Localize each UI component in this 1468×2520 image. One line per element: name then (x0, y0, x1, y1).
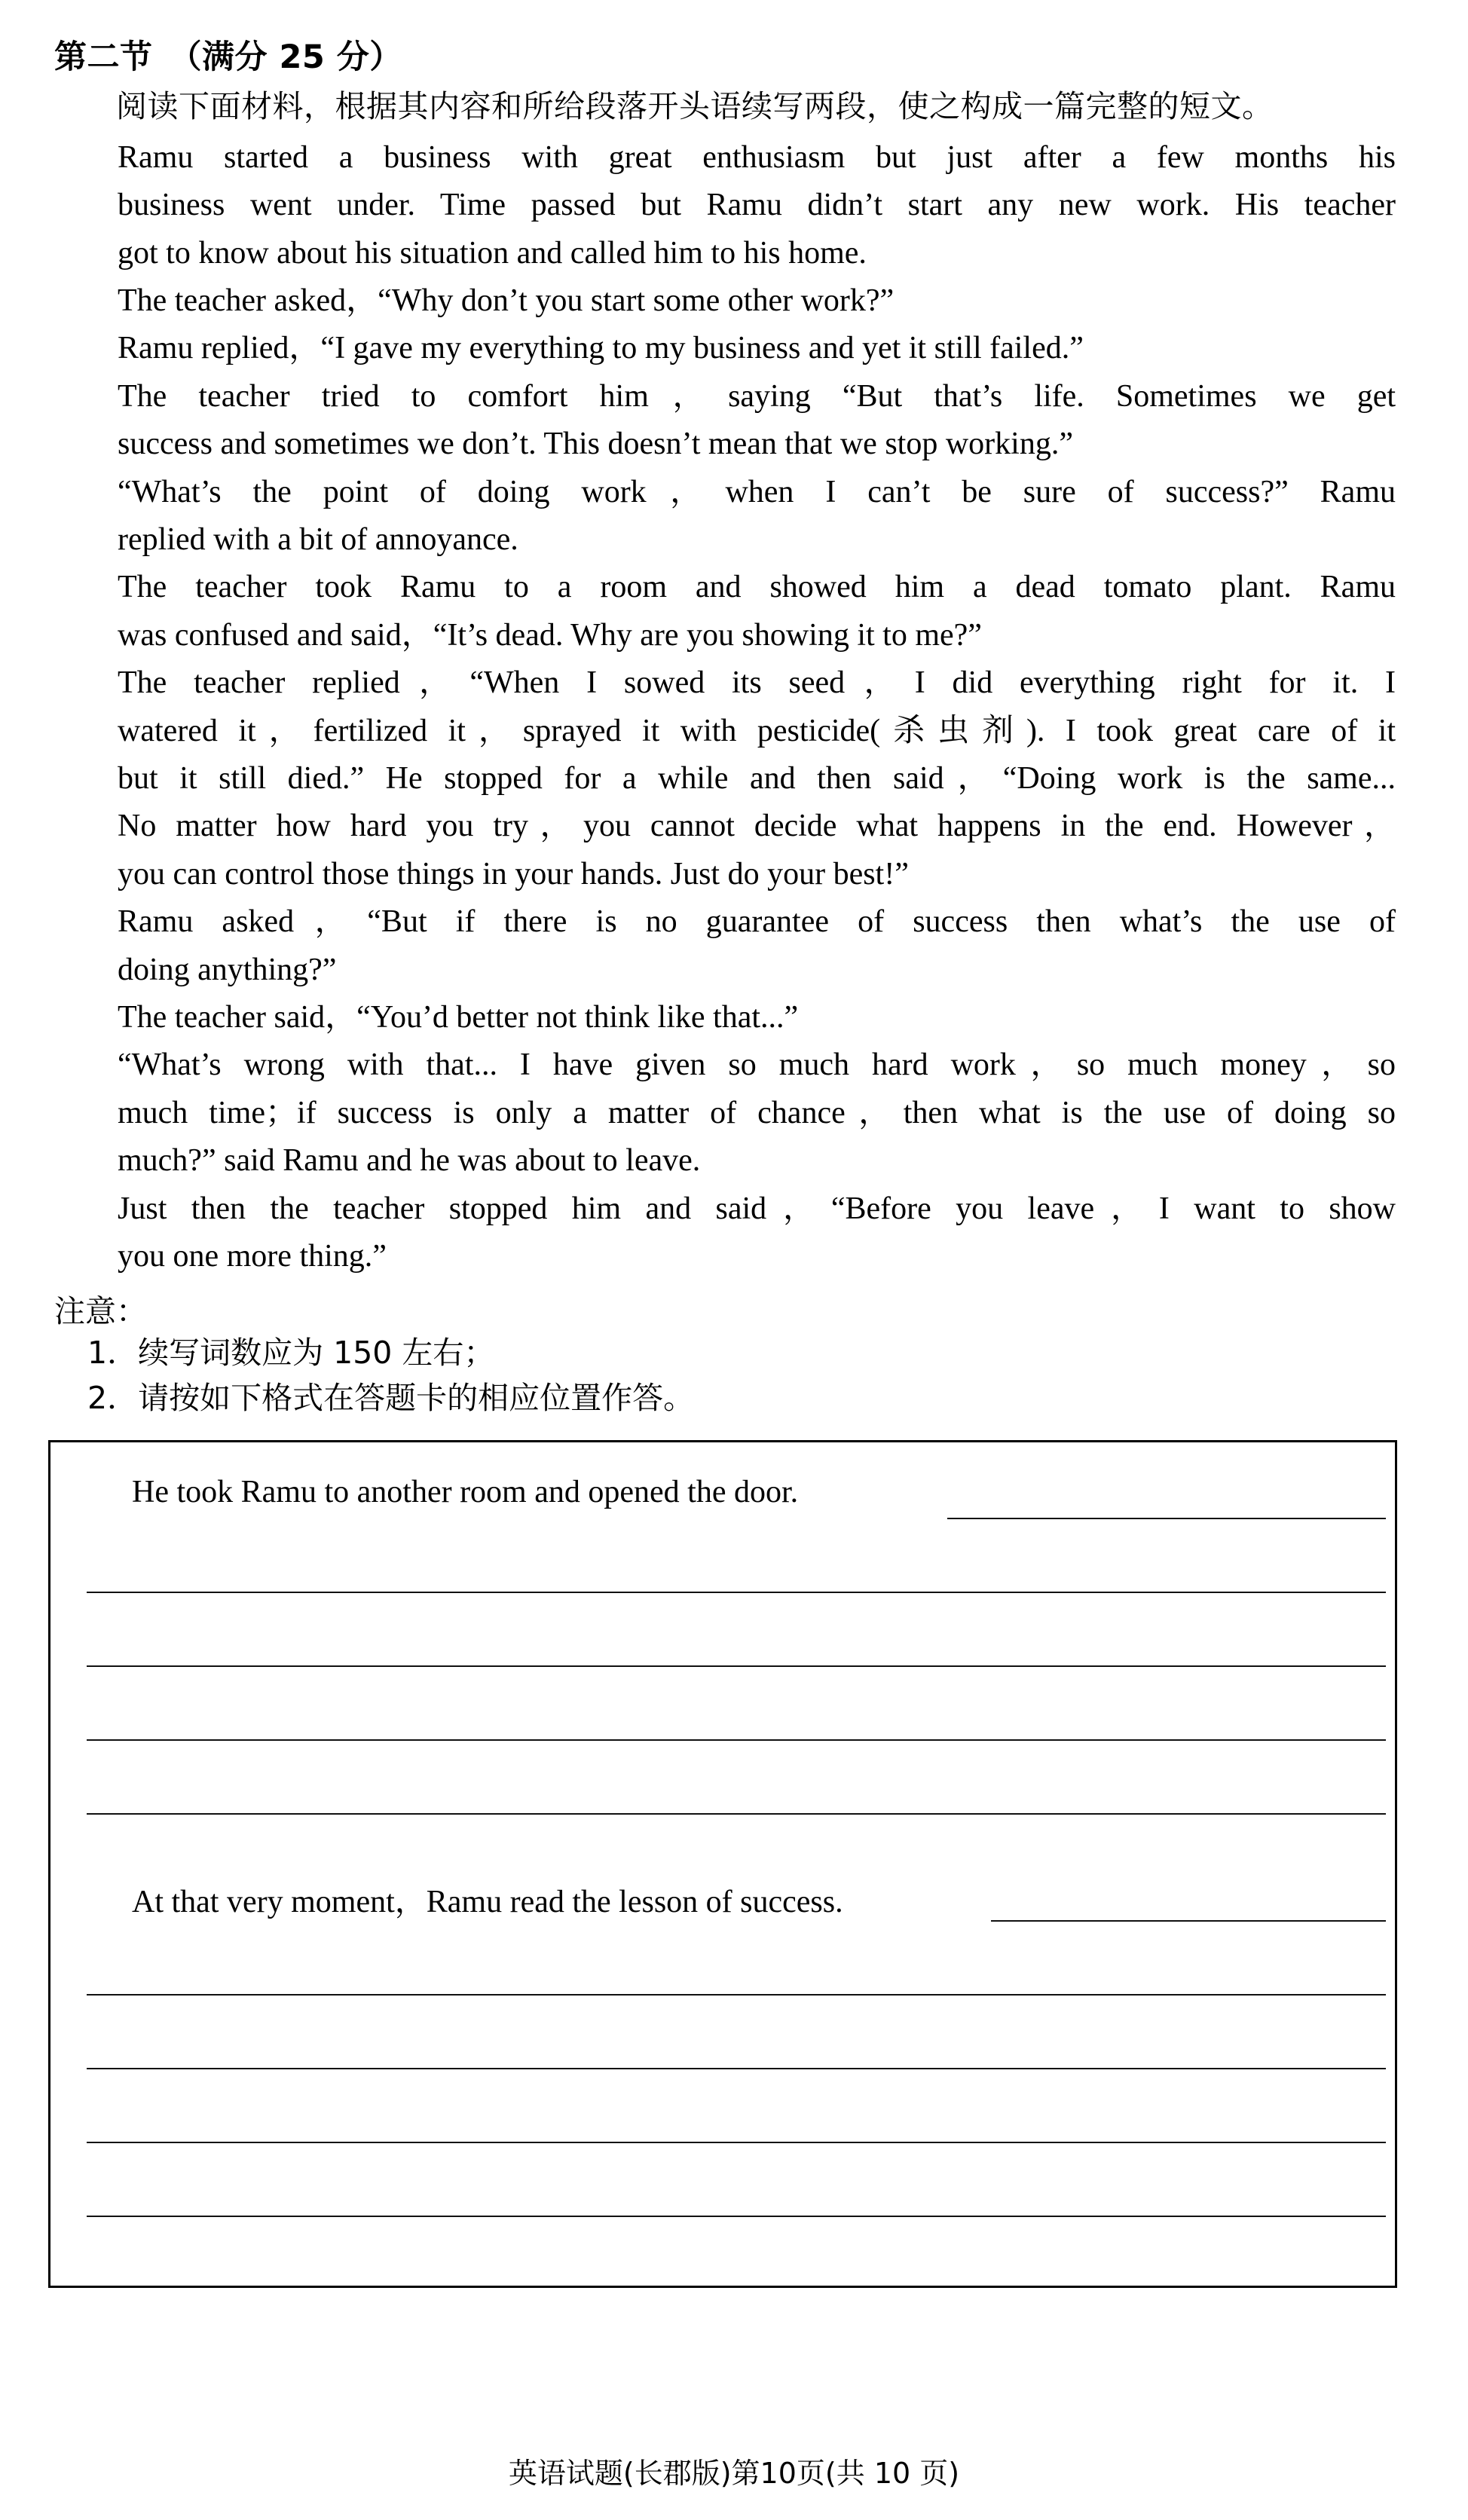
passage-line: success and sometimes we don’t. This doesn’t mean that we stop working.” (118, 427, 1073, 462)
passage-paragraph (54, 1185, 1396, 1281)
passage-line: “What’s wrong with that... I have given so much hard work，so much money，so (118, 1047, 1396, 1083)
passage-line: much time；if success is only a matter of chance，then what is the use of doing so (118, 1095, 1396, 1130)
passage-line: you can control those things in your hands. Just do your best!” (118, 856, 909, 891)
passage-paragraph (54, 659, 1396, 898)
passage-paragraph (54, 325, 1396, 372)
passage-paragraph (54, 277, 1396, 325)
answer-rule (87, 1592, 1386, 1593)
passage-line: Ramu asked，“But if there is no guarantee of success then what’s the use of (118, 904, 1396, 940)
section-heading: 第二节 （满分 25 分） (54, 38, 402, 76)
writing-prompt-1: He took Ramu to another room and opened the door. (132, 1475, 799, 1510)
passage-line: “What’s the point of doing work，when I can’t be sure of success?” Ramu (118, 474, 1396, 509)
writing-prompt-2: At that very moment，Ramu read the lesson of success. (132, 1885, 843, 1920)
page-footer: 英语试题(长郡版)第10页(共 10 页) (508, 2457, 960, 2490)
passage-line: The teacher said，“You’d better not think like that...” (118, 1000, 799, 1035)
passage-paragraph (54, 898, 1396, 994)
answer-rule (87, 2068, 1386, 2069)
passage-paragraph (54, 564, 1396, 659)
answer-rule (991, 1920, 1386, 1922)
answer-rule (87, 2142, 1386, 2143)
passage-line: Ramu replied，“I gave my everything to my business and yet it still failed.” (118, 331, 1084, 366)
passage-line: got to know about his situation and called him to his home. (118, 235, 867, 271)
passage-paragraph (54, 994, 1396, 1041)
passage-line: The teacher took Ramu to a room and showed him a dead tomato plant. Ramu (118, 570, 1396, 605)
passage-line: you one more thing.” (118, 1239, 387, 1274)
answer-rule (87, 1994, 1386, 1996)
passage (54, 134, 1396, 1281)
notes-item-2: 2．请按如下格式在答题卡的相应位置作答。 (87, 1379, 695, 1416)
passage-line: Ramu started a business with great enthusiasm but just after a few months his (118, 139, 1396, 175)
passage-line: The teacher replied，“When I sowed its seed，I did everything right for it. I (118, 665, 1396, 701)
answer-rule (947, 1518, 1386, 1519)
answer-rule (87, 1813, 1386, 1815)
passage-line: Just then the teacher stopped him and said，“Before you leave，I want to show (118, 1191, 1396, 1226)
passage-line: The teacher asked，“Why don’t you start some other work?” (118, 283, 895, 318)
passage-line: business went under. Time passed but Ramu didn’t start any new work. His teacher (118, 188, 1396, 223)
passage-line: watered it，fertilized it，sprayed it with pesticide(杀虫剂). I took great care of it (118, 713, 1396, 748)
passage-line: replied with a bit of annoyance. (118, 521, 518, 557)
passage-paragraph (54, 1041, 1396, 1185)
section-instruction: 阅读下面材料，根据其内容和所给段落开头语续写两段，使之构成一篇完整的短文。 (116, 88, 1274, 125)
notes-title: 注意： (54, 1293, 147, 1330)
passage-paragraph (54, 469, 1396, 564)
passage-paragraph (54, 134, 1396, 277)
passage-line: The teacher tried to comfort him，saying “But that’s life. Sometimes we get (118, 378, 1396, 414)
passage-line: but it still died.” He stopped for a while and then said，“Doing work is the same... (118, 761, 1396, 796)
passage-paragraph (54, 373, 1396, 469)
notes-item-1: 1．续写词数应为 150 左右； (87, 1335, 495, 1372)
answer-rule (87, 2216, 1386, 2217)
passage-line: was confused and said，“It’s dead. Why are you showing it to me?” (118, 617, 982, 653)
answer-rule (87, 1739, 1386, 1741)
passage-line: No matter how hard you try，you cannot decide what happens in the end. However， (118, 809, 1396, 844)
passage-line: doing anything?” (118, 952, 337, 987)
answer-rule (87, 1665, 1386, 1667)
answer-box[interactable] (48, 1440, 1397, 2288)
passage-line: much?” said Ramu and he was about to leave. (118, 1143, 701, 1179)
